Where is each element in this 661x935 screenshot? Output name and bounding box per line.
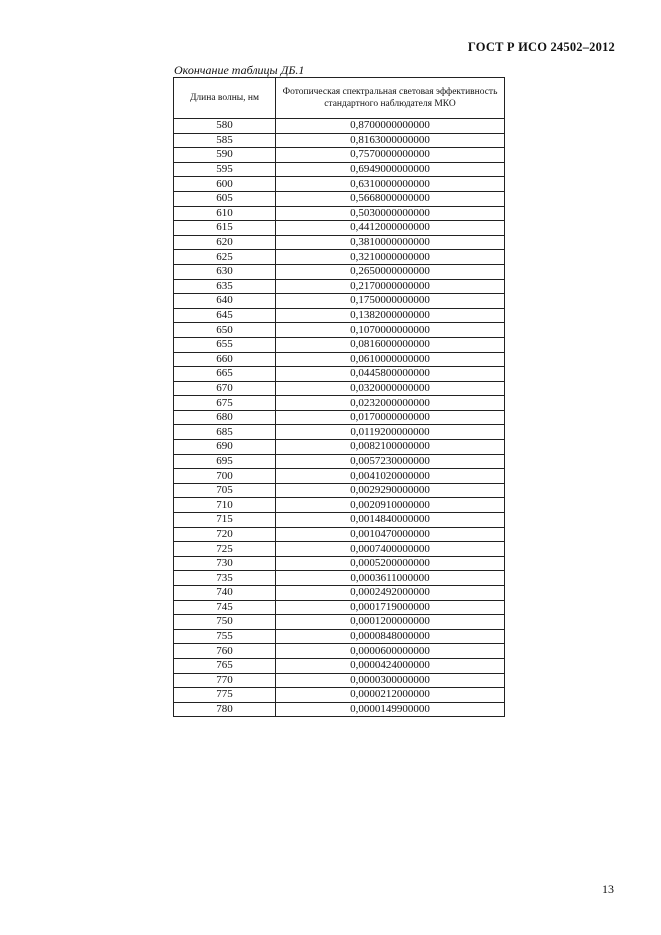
table-row (174, 264, 505, 279)
wavelength-cell: 630 (174, 264, 276, 279)
efficiency-cell: 0,3810000000000 (276, 235, 505, 250)
wavelength-cell: 740 (174, 586, 276, 601)
table-row (174, 177, 505, 192)
table-row (174, 352, 505, 367)
efficiency-cell: 0,1382000000000 (276, 308, 505, 323)
efficiency-cell: 0,7570000000000 (276, 148, 505, 163)
wavelength-cell: 600 (174, 177, 276, 192)
table-row (174, 279, 505, 294)
table-row (174, 323, 505, 338)
wavelength-cell: 705 (174, 483, 276, 498)
table-row (174, 513, 505, 528)
table-row (174, 133, 505, 148)
table-row (174, 469, 505, 484)
column-header-efficiency: Фотопическая спектральная световая эффективность стандартного наблюдателя МКО (276, 78, 505, 119)
table-row (174, 673, 505, 688)
table-row (174, 119, 505, 134)
efficiency-cell: 0,0445800000000 (276, 367, 505, 382)
table-row (174, 381, 505, 396)
table-row (174, 658, 505, 673)
efficiency-cell: 0,0816000000000 (276, 337, 505, 352)
table-row (174, 615, 505, 630)
column-header-wavelength: Длина волны, нм (174, 78, 276, 119)
wavelength-cell: 775 (174, 688, 276, 703)
table-row (174, 498, 505, 513)
table-row (174, 483, 505, 498)
wavelength-cell: 620 (174, 235, 276, 250)
efficiency-cell: 0,0010470000000 (276, 527, 505, 542)
efficiency-cell: 0,0020910000000 (276, 498, 505, 513)
table-row (174, 191, 505, 206)
efficiency-cell: 0,0610000000000 (276, 352, 505, 367)
wavelength-cell: 680 (174, 410, 276, 425)
table-row (174, 556, 505, 571)
efficiency-cell: 0,4412000000000 (276, 221, 505, 236)
wavelength-cell: 700 (174, 469, 276, 484)
table-row (174, 221, 505, 236)
table-caption: Окончание таблицы ДБ.1 (174, 63, 305, 77)
efficiency-cell: 0,0119200000000 (276, 425, 505, 440)
wavelength-cell: 580 (174, 119, 276, 134)
wavelength-cell: 590 (174, 148, 276, 163)
wavelength-cell: 615 (174, 221, 276, 236)
wavelength-cell: 670 (174, 381, 276, 396)
efficiency-cell: 0,0001200000000 (276, 615, 505, 630)
table-row (174, 162, 505, 177)
table-row (174, 629, 505, 644)
table-row (174, 586, 505, 601)
table-row (174, 571, 505, 586)
wavelength-cell: 760 (174, 644, 276, 659)
wavelength-cell: 585 (174, 133, 276, 148)
wavelength-cell: 605 (174, 191, 276, 206)
table-row (174, 367, 505, 382)
wavelength-cell: 695 (174, 454, 276, 469)
efficiency-cell: 0,0001719000000 (276, 600, 505, 615)
wavelength-cell: 770 (174, 673, 276, 688)
efficiency-cell: 0,0000300000000 (276, 673, 505, 688)
efficiency-cell: 0,0002492000000 (276, 586, 505, 601)
table-row (174, 600, 505, 615)
wavelength-cell: 720 (174, 527, 276, 542)
table-row (174, 527, 505, 542)
table-row (174, 250, 505, 265)
table-row (174, 206, 505, 221)
efficiency-cell: 0,0057230000000 (276, 454, 505, 469)
table-header-row (174, 78, 505, 119)
efficiency-cell: 0,1750000000000 (276, 294, 505, 309)
wavelength-cell: 735 (174, 571, 276, 586)
table-row (174, 542, 505, 557)
efficiency-cell: 0,5030000000000 (276, 206, 505, 221)
table-row (174, 688, 505, 703)
wavelength-cell: 610 (174, 206, 276, 221)
wavelength-cell: 690 (174, 440, 276, 455)
wavelength-cell: 645 (174, 308, 276, 323)
wavelength-cell: 725 (174, 542, 276, 557)
efficiency-cell: 0,6310000000000 (276, 177, 505, 192)
table-row (174, 454, 505, 469)
table-row (174, 235, 505, 250)
table-row (174, 644, 505, 659)
wavelength-cell: 675 (174, 396, 276, 411)
table-row (174, 148, 505, 163)
efficiency-cell: 0,3210000000000 (276, 250, 505, 265)
efficiency-cell: 0,0082100000000 (276, 440, 505, 455)
wavelength-cell: 655 (174, 337, 276, 352)
table-row (174, 337, 505, 352)
efficiency-cell: 0,0029290000000 (276, 483, 505, 498)
efficiency-cell: 0,0000600000000 (276, 644, 505, 659)
efficiency-cell: 0,5668000000000 (276, 191, 505, 206)
efficiency-cell: 0,8163000000000 (276, 133, 505, 148)
table-row (174, 440, 505, 455)
efficiency-cell: 0,0003611000000 (276, 571, 505, 586)
efficiency-cell: 0,8700000000000 (276, 119, 505, 134)
wavelength-cell: 625 (174, 250, 276, 265)
page-number: 13 (602, 882, 614, 896)
standard-code-header: ГОСТ Р ИСО 24502–2012 (467, 40, 615, 54)
wavelength-cell: 745 (174, 600, 276, 615)
efficiency-cell: 0,1070000000000 (276, 323, 505, 338)
wavelength-cell: 660 (174, 352, 276, 367)
wavelength-cell: 710 (174, 498, 276, 513)
efficiency-cell: 0,0000848000000 (276, 629, 505, 644)
efficiency-cell: 0,0007400000000 (276, 542, 505, 557)
efficiency-cell: 0,0014840000000 (276, 513, 505, 528)
table-row (174, 410, 505, 425)
wavelength-cell: 685 (174, 425, 276, 440)
table-row (174, 294, 505, 309)
spectral-efficiency-table (173, 77, 505, 717)
wavelength-cell: 730 (174, 556, 276, 571)
wavelength-cell: 665 (174, 367, 276, 382)
efficiency-cell: 0,0005200000000 (276, 556, 505, 571)
efficiency-cell: 0,0041020000000 (276, 469, 505, 484)
wavelength-cell: 595 (174, 162, 276, 177)
table-row (174, 425, 505, 440)
wavelength-cell: 635 (174, 279, 276, 294)
efficiency-cell: 0,0170000000000 (276, 410, 505, 425)
wavelength-cell: 765 (174, 658, 276, 673)
wavelength-cell: 780 (174, 702, 276, 717)
wavelength-cell: 640 (174, 294, 276, 309)
wavelength-cell: 750 (174, 615, 276, 630)
efficiency-cell: 0,6949000000000 (276, 162, 505, 177)
efficiency-cell: 0,2170000000000 (276, 279, 505, 294)
table-row (174, 308, 505, 323)
efficiency-cell: 0,0000424000000 (276, 658, 505, 673)
efficiency-cell: 0,0000212000000 (276, 688, 505, 703)
efficiency-cell: 0,0320000000000 (276, 381, 505, 396)
table-row (174, 702, 505, 717)
efficiency-cell: 0,0232000000000 (276, 396, 505, 411)
wavelength-cell: 755 (174, 629, 276, 644)
table-row (174, 396, 505, 411)
efficiency-cell: 0,0000149900000 (276, 702, 505, 717)
table-body (174, 119, 505, 717)
wavelength-cell: 650 (174, 323, 276, 338)
wavelength-cell: 715 (174, 513, 276, 528)
efficiency-cell: 0,2650000000000 (276, 264, 505, 279)
